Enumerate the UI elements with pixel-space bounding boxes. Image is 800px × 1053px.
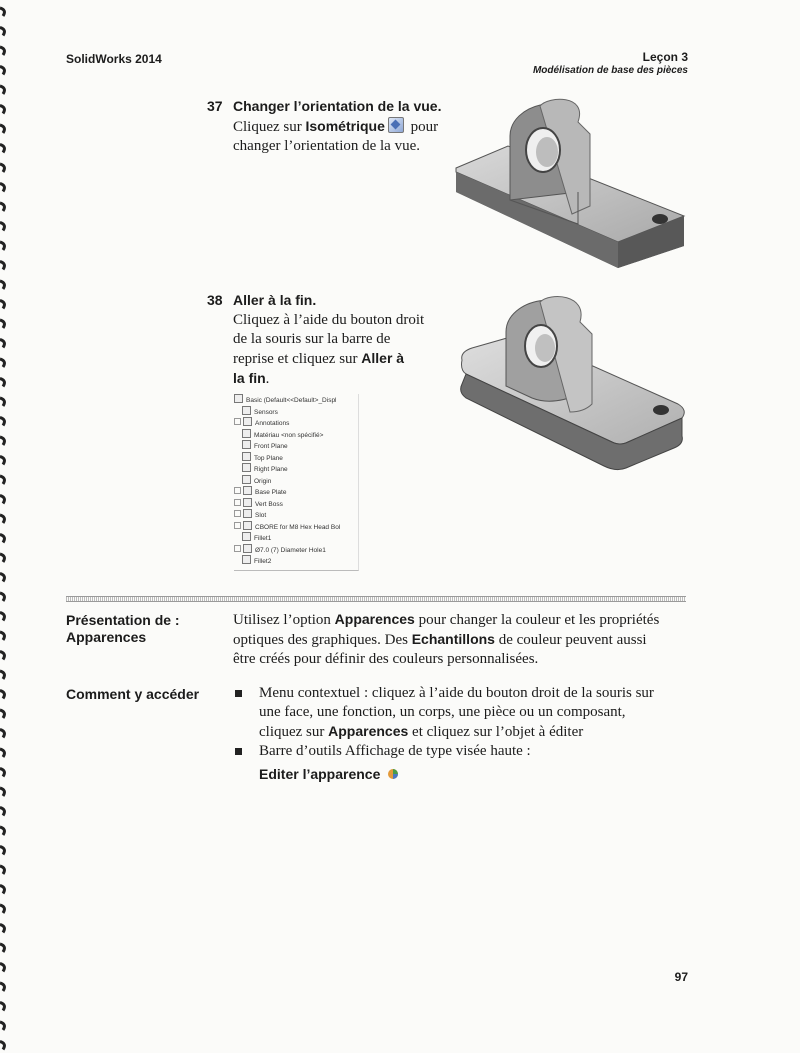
spiral-coil: [0, 1003, 4, 1011]
spiral-coil: [0, 320, 4, 328]
spiral-coil: [0, 808, 4, 816]
spiral-coil: [0, 944, 4, 952]
feature-tree-item-label: Matériau <non spécifié>: [254, 431, 324, 439]
step-38: [207, 292, 223, 310]
step-37: [207, 98, 223, 116]
spiral-coil: [0, 515, 4, 523]
spiral-coil: [0, 203, 4, 211]
spiral-coil: [0, 847, 4, 855]
spiral-coil: [0, 106, 4, 114]
go-to-end-label-1: Aller à: [361, 350, 405, 366]
spiral-coil: [0, 145, 4, 153]
spiral-coil: [0, 652, 4, 660]
spiral-coil: [0, 983, 4, 991]
expand-icon[interactable]: [234, 499, 241, 506]
feature-tree-item-label: Ø7.0 (7) Diameter Hole1: [255, 546, 326, 554]
feature-icon: [242, 463, 251, 472]
feature-tree-item[interactable]: [242, 555, 271, 564]
spiral-coil: [0, 398, 4, 406]
expand-icon[interactable]: [234, 487, 241, 494]
spiral-coil: [0, 535, 4, 543]
spiral-coil: [0, 47, 4, 55]
step-38-number: 38: [207, 292, 223, 308]
step-37-number: 37: [207, 98, 223, 114]
step-37-text: Cliquez sur Isométrique pour changer l’orientation de la vue.: [233, 118, 439, 154]
spiral-coil: [0, 418, 4, 426]
header-lesson: [533, 50, 688, 76]
feature-tree-item[interactable]: [234, 486, 286, 495]
feature-icon: [243, 544, 252, 553]
part-isometric-image: [448, 96, 692, 276]
spiral-coil: [0, 457, 4, 465]
feature-tree-item-label: Annotations: [255, 420, 290, 427]
feature-tree-item-label: Right Plane: [254, 466, 288, 473]
expand-icon[interactable]: [234, 510, 241, 517]
feature-tree-item-label: Base Plate: [255, 489, 287, 496]
feature-tree-item[interactable]: [234, 544, 326, 553]
spiral-coil: [0, 554, 4, 562]
edit-appearance-cmd: Editer l’apparence: [259, 766, 381, 782]
presentation-text: Utilisez l’option Apparences pour changer la couleur et les propriétés optiques des graphiques. Des Echantillons de couleur peuvent aussi être créés pour définir des couleurs personnalisées.: [233, 611, 660, 667]
expand-icon[interactable]: [234, 418, 241, 425]
appearances-cmd: Apparences: [328, 723, 409, 739]
step-38-text: Cliquez à l’aide du bouton droit de la souris sur la barre de reprise et cliquez sur Aller à la fin.: [233, 312, 425, 387]
spiral-coil: [0, 730, 4, 738]
bullet-square-icon: [235, 748, 242, 755]
spiral-coil: [0, 905, 4, 913]
spiral-coil: [0, 574, 4, 582]
feature-tree-item[interactable]: [234, 521, 340, 530]
step-37-content: [233, 98, 453, 156]
access-list: [233, 684, 693, 785]
feature-icon: [242, 440, 251, 449]
page-number: 97: [674, 970, 688, 984]
header-lesson-title: Modélisation de base des pièces: [532, 65, 688, 76]
spiral-coil: [0, 164, 4, 172]
part-filleted-image: [452, 294, 696, 474]
step-37-title: Changer l’orientation de la vue.: [233, 98, 442, 114]
feature-icon: [243, 521, 252, 530]
spiral-coil: [0, 886, 4, 894]
feature-icon: [242, 452, 251, 461]
feature-tree-item-label: CBORE for M8 Hex Head Bol: [255, 523, 341, 531]
step-38-title: Aller à la fin.: [233, 292, 317, 308]
feature-tree-item-label: Vert Boss: [255, 500, 283, 508]
feature-icon: [242, 532, 251, 541]
header-book-title: SolidWorks 2014: [66, 52, 162, 66]
spiral-coil: [0, 437, 4, 445]
spiral-coil: [0, 8, 4, 16]
spiral-coil: [0, 788, 4, 796]
access-label: Comment y accéder: [66, 686, 200, 702]
samples-term: Echantillons: [411, 631, 495, 647]
spiral-coil: [0, 359, 4, 367]
presentation-label: Présentation de : Apparences: [66, 612, 180, 645]
feature-tree-item[interactable]: [234, 417, 289, 426]
spiral-coil: [0, 28, 4, 36]
feature-icon: [242, 475, 251, 484]
spiral-coil: [0, 262, 4, 270]
feature-icon: [242, 555, 251, 564]
access-bullet-context-menu: Menu contextuel : cliquez à l’aide du bouton droit de la souris sur une face, une fonction, un corps, une pièce ou un composant, cliquez sur Apparences et cliquez sur l’objet à éditer: [233, 684, 693, 742]
spiral-coil: [0, 749, 4, 757]
spiral-coil: [0, 125, 4, 133]
spiral-coil: [0, 710, 4, 718]
feature-tree-item-label: Origin: [254, 477, 272, 485]
spiral-coil: [0, 301, 4, 309]
access-bullet-toolbar: Barre d’outils Affichage de type visée haute : Editer l’apparence: [233, 742, 693, 785]
feature-tree-item-label: Front Plane: [254, 443, 288, 450]
spiral-binding: [0, 0, 10, 1053]
spiral-coil: [0, 223, 4, 231]
spiral-coil: [0, 86, 4, 94]
appearances-term: Apparences: [334, 611, 415, 627]
feature-tree-item[interactable]: [234, 394, 337, 403]
feature-tree-item[interactable]: [242, 429, 323, 438]
feature-icon: [243, 509, 252, 518]
isometric-icon: [388, 117, 404, 133]
feature-tree-item[interactable]: [234, 509, 266, 518]
spiral-coil: [0, 925, 4, 933]
feature-icon: [243, 417, 252, 426]
feature-icon: [242, 429, 251, 438]
spiral-coil: [0, 281, 4, 289]
feature-tree-item[interactable]: [242, 475, 271, 484]
feature-tree-item-label: Basic (Default<<Default>_Displ: [246, 397, 337, 404]
spiral-coil: [0, 632, 4, 640]
expand-icon[interactable]: [234, 522, 241, 529]
spiral-coil: [0, 827, 4, 835]
section-divider: [66, 596, 686, 602]
expand-icon[interactable]: [234, 545, 241, 552]
feature-icon: [243, 486, 252, 495]
feature-tree-item[interactable]: [242, 440, 288, 449]
spiral-coil: [0, 67, 4, 75]
spiral-coil: [0, 691, 4, 699]
feature-icon: [242, 406, 251, 415]
feature-manager-tree: [234, 394, 359, 571]
spiral-coil: [0, 184, 4, 192]
feature-tree-item-label: Top Plane: [254, 454, 283, 462]
feature-icon: [234, 394, 243, 403]
feature-tree-item[interactable]: [242, 406, 278, 415]
go-to-end-label-2: la fin: [233, 370, 266, 386]
spiral-coil: [0, 866, 4, 874]
spiral-coil: [0, 1042, 4, 1050]
feature-tree-item[interactable]: [242, 532, 271, 541]
spiral-coil: [0, 379, 4, 387]
step-38-content: [233, 292, 453, 389]
spiral-coil: [0, 496, 4, 504]
spiral-coil: [0, 593, 4, 601]
feature-tree-item-label: Slot: [255, 512, 267, 519]
spiral-coil: [0, 340, 4, 348]
spiral-coil: [0, 476, 4, 484]
spiral-coil: [0, 769, 4, 777]
feature-tree-item-label: Fillet2: [254, 558, 272, 565]
spiral-coil: [0, 242, 4, 250]
spiral-coil: [0, 671, 4, 679]
bullet-square-icon: [235, 690, 242, 697]
feature-tree-item[interactable]: [234, 498, 283, 507]
spiral-coil: [0, 613, 4, 621]
feature-icon: [243, 498, 252, 507]
edit-appearance-icon: [387, 768, 399, 780]
feature-tree-item[interactable]: [242, 452, 283, 461]
spiral-coil: [0, 964, 4, 972]
feature-tree-item-label: Sensors: [254, 408, 278, 416]
feature-tree-item-label: Fillet1: [254, 535, 272, 542]
isometric-label: Isométrique: [305, 118, 385, 134]
header-lesson-number: Leçon 3: [642, 50, 688, 64]
spiral-coil: [0, 1022, 4, 1030]
feature-tree-item[interactable]: [242, 463, 288, 472]
